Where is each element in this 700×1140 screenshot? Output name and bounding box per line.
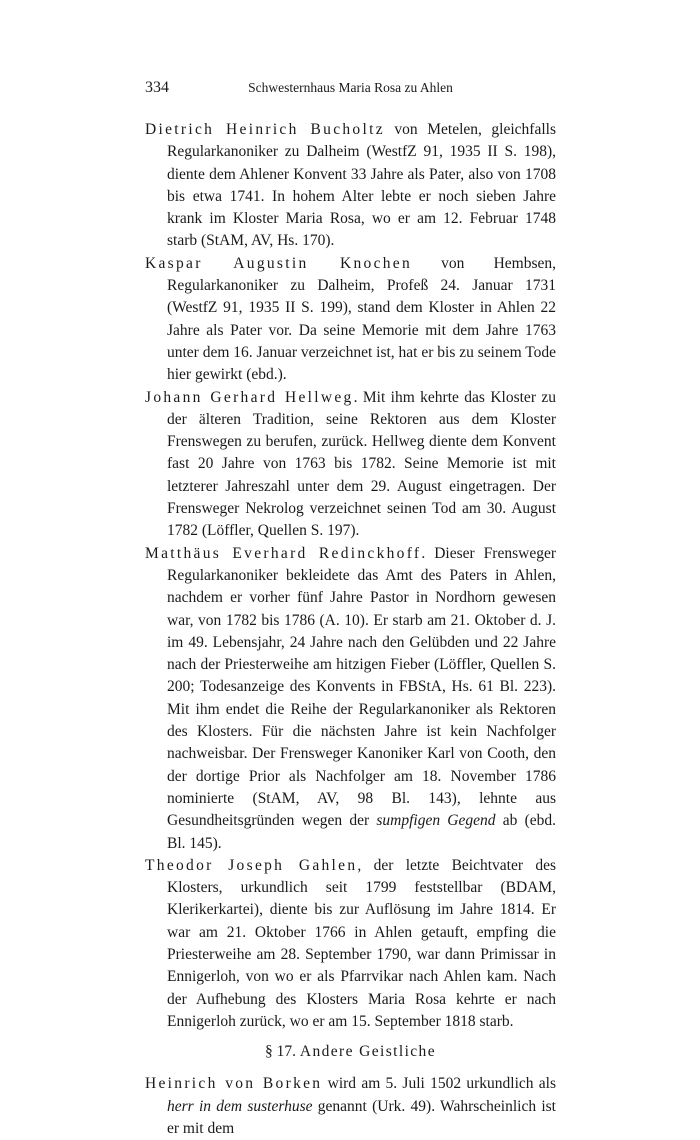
page-number: 334 [145, 79, 169, 96]
entry-text: , der letzte Beichtvater des Klosters, urkundlich seit 1799 feststellbar (BDAM, Klerikerkartei), diente bis zur Auflösung im Jahre 1814. Er war am 21. Oktober 1766 in Ahlen getauft, empfing die Priesterweihe am 28. September 1790, war dann Primissar in Ennigerloh, von wo er als Pfarrvikar nach Ahlen kam. Nach der Aufhebung des Klosters Maria Rosa kehrte er nach Ennigerloh zurück, wo er am 15. September 1818 starb. [167, 856, 557, 1030]
entry-text-after: genannt (Urk. 49). Wahrscheinlich ist er mit dem [167, 1097, 556, 1138]
entry-text: von Hembsen, Regularkanoniker zu Dalheim, Profeß 24. Januar 1731 (WestfZ 91, 1935 II S. 199), stand dem Kloster in Ahlen 22 Jahre als Pater vor. Da seine Memorie mit dem Jahre 1763 unter dem 16. Januar verzeichnet ist, hat er bis zu seinem Tode hier gewirkt (ebd.). [167, 254, 557, 384]
entry-text: . Mit ihm kehrte das Kloster zu der älteren Tradition, seine Rektoren aus dem Kloster Frenswegen zu berufen, zurück. Hellweg diente dem Konvent fast 20 Jahre von 1763 bis 1782. Seine Memorie ist mit letzterer Jahreszahl unter dem 29. August eingetragen. Der Frensweger Nekrolog verzeichnet seinen Tod am 30. August 1782 (Löffler, Quellen S. 197). [167, 388, 557, 540]
entry-name: Theodor Joseph Gahlen [145, 856, 358, 874]
entry-text-after: ab (ebd. Bl. 145). [167, 812, 557, 852]
running-title: Schwesternhaus Maria Rosa zu Ahlen [248, 80, 453, 95]
page-body [145, 119, 556, 1140]
entry-knochen [145, 253, 556, 387]
entry-name: Heinrich von Borken [145, 1075, 323, 1093]
entry-name: Kaspar Augustin Knochen [145, 254, 413, 272]
entry-borken [145, 1073, 556, 1140]
entry-bucholtz [145, 119, 556, 253]
entry-text: wird am 5. Juli 1502 urkundlich als [322, 1075, 556, 1093]
entry-italic-text: sumpfigen Gegend [376, 812, 496, 830]
section-heading [145, 1041, 556, 1063]
section-title: Andere Geistliche [299, 1043, 436, 1061]
entry-italic-text: herr in dem susterhuse [167, 1097, 313, 1115]
entry-redinckhoff [145, 543, 556, 855]
section-number: § 17. [264, 1043, 296, 1061]
entry-gahlen [145, 855, 556, 1033]
entry-text: von Metelen, gleichfalls Regularkanoniker zu Dalheim (WestfZ 91, 1935 II S. 198), diente dem Ahlener Konvent 33 Jahre als Pater, also von 1708 bis etwa 1741. In hohem Alter lebte er noch sieben Jahre krank im Kloster Maria Rosa, wo er am 12. Februar 1748 starb (StAM, AV, Hs. 170). [167, 121, 556, 250]
entry-name: Johann Gerhard Hellweg [145, 388, 354, 406]
entry-text: . Dieser Frensweger Regularkanoniker bekleidete das Amt des Paters in Ahlen, nachdem er vorher fünf Jahre Pastor in Nordhorn gewesen war, von 1782 bis 1786 (A. 10). Er starb am 21. Oktober d. J. im 49. Lebensjahr, 24 Jahre nach den Gelübden und 22 Jahre nach der Priesterweihe am hitzigen Fieber (Löffler, Quellen S. 200; Todesanzeige des Konvents in FBStA, Hs. 61 Bl. 223). Mit ihm endet die Reihe der Regularkanoniker als Rektoren des Klosters. Für die nächsten Jahre ist kein Nachfolger nachweisbar. Der Frensweger Kanoniker Karl von Cooth, den der dortige Prior als Nachfolger am 18. November 1786 nominierte (StAM, AV, 98 Bl. 143), lehnte aus Gesundheitsgründen wegen der [167, 544, 556, 830]
entry-name: Matthäus Everhard Redinckhoff [145, 544, 422, 562]
entry-hellweg [145, 387, 556, 543]
entry-name: Dietrich Heinrich Bucholtz [145, 121, 385, 138]
